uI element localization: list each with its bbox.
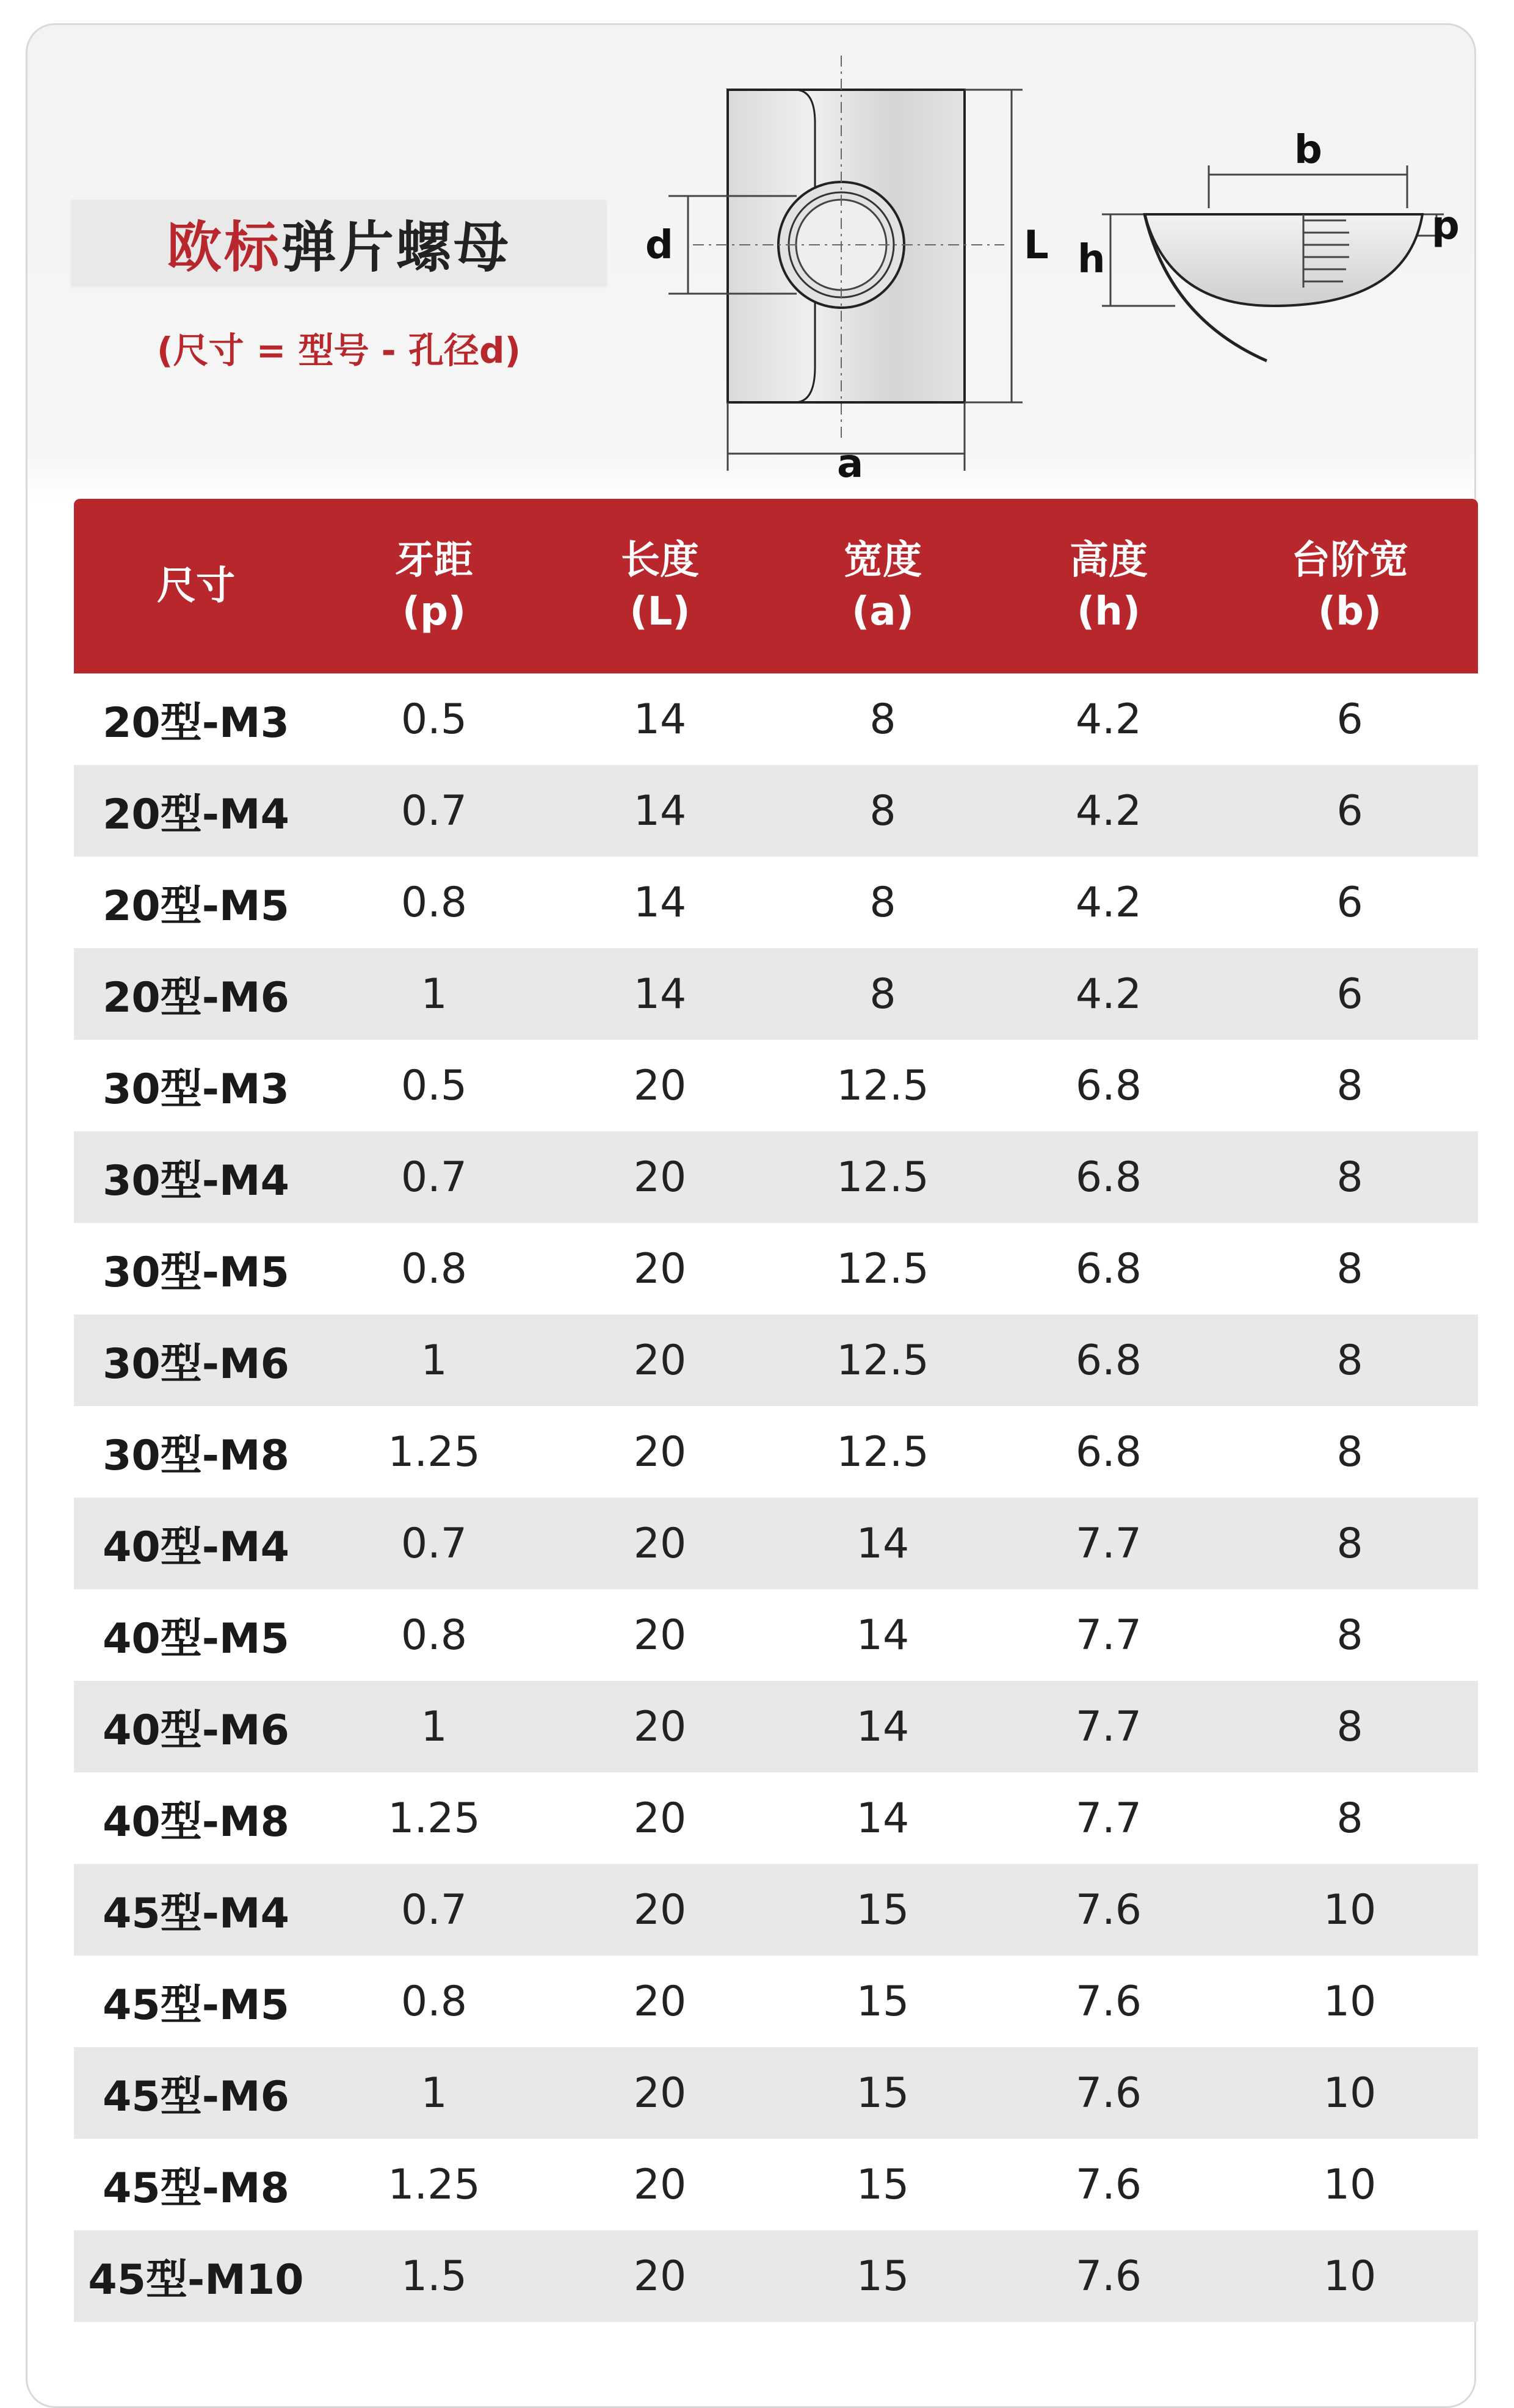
label-d: d	[645, 223, 673, 268]
nut-side-profile	[1145, 214, 1422, 361]
cell-size: 40型-M6	[74, 1681, 318, 1772]
cell-length: 20	[550, 2230, 770, 2322]
cell-height: 6.8	[996, 1315, 1222, 1406]
label-p: p	[1432, 203, 1460, 248]
cell-height: 4.2	[996, 673, 1222, 765]
cell-height: 7.6	[996, 2230, 1222, 2322]
header-size: 尺寸	[74, 499, 318, 673]
table-row	[74, 857, 1478, 948]
cell-height: 7.7	[996, 1772, 1222, 1864]
cell-length: 20	[550, 1223, 770, 1315]
cell-width: 12.5	[770, 1406, 996, 1498]
cell-width: 8	[770, 948, 996, 1040]
cell-pitch: 1.25	[318, 1406, 550, 1498]
table-row	[74, 948, 1478, 1040]
cell-height: 6.8	[996, 1040, 1222, 1131]
cell-width: 15	[770, 1956, 996, 2047]
cell-step-width: 6	[1222, 857, 1478, 948]
cell-size: 20型-M4	[74, 765, 318, 857]
title-accent: 欧标	[167, 216, 281, 280]
table-row	[74, 1406, 1478, 1498]
cell-length: 20	[550, 1589, 770, 1681]
cell-length: 20	[550, 1956, 770, 2047]
cell-size: 20型-M6	[74, 948, 318, 1040]
table-row	[74, 1498, 1478, 1589]
cell-height: 4.2	[996, 948, 1222, 1040]
cell-size: 30型-M5	[74, 1223, 318, 1315]
subtitle: (尺寸 = 型号 - 孔径d)	[157, 330, 521, 371]
title-box	[71, 200, 606, 285]
header-width: 宽度 (a)	[770, 499, 996, 673]
spec-card	[26, 23, 1476, 2408]
label-a: a	[837, 441, 864, 487]
cell-step-width: 8	[1222, 1406, 1478, 1498]
table-row	[74, 1589, 1478, 1681]
cell-width: 8	[770, 765, 996, 857]
cell-length: 20	[550, 1040, 770, 1131]
table-row	[74, 765, 1478, 857]
cell-height: 6.8	[996, 1131, 1222, 1223]
cell-width: 14	[770, 1681, 996, 1772]
cell-width: 12.5	[770, 1040, 996, 1131]
cell-size: 30型-M6	[74, 1315, 318, 1406]
table-row	[74, 1040, 1478, 1131]
table-row	[74, 2230, 1478, 2322]
cell-width: 14	[770, 1589, 996, 1681]
cell-size: 40型-M8	[74, 1772, 318, 1864]
cell-pitch: 0.5	[318, 1040, 550, 1131]
cell-length: 20	[550, 1131, 770, 1223]
cell-height: 7.7	[996, 1589, 1222, 1681]
cell-step-width: 10	[1222, 2047, 1478, 2139]
cell-size: 20型-M3	[74, 673, 318, 765]
cell-width: 8	[770, 673, 996, 765]
cell-size: 45型-M5	[74, 1956, 318, 2047]
cell-height: 7.7	[996, 1498, 1222, 1589]
table-row	[74, 1864, 1478, 1956]
cell-length: 14	[550, 765, 770, 857]
cell-step-width: 10	[1222, 2139, 1478, 2230]
cell-height: 6.8	[996, 1406, 1222, 1498]
cell-pitch: 1.5	[318, 2230, 550, 2322]
cell-size: 45型-M8	[74, 2139, 318, 2230]
label-b: b	[1294, 128, 1322, 173]
cell-length: 20	[550, 2047, 770, 2139]
cell-step-width: 8	[1222, 1223, 1478, 1315]
cell-step-width: 8	[1222, 1589, 1478, 1681]
cell-pitch: 1	[318, 1315, 550, 1406]
cell-height: 6.8	[996, 1223, 1222, 1315]
cell-pitch: 0.5	[318, 673, 550, 765]
side-view-diagram	[1078, 123, 1468, 391]
header-length: 长度 (L)	[550, 499, 770, 673]
table-row	[74, 1956, 1478, 2047]
cell-height: 7.6	[996, 2139, 1222, 2230]
cell-step-width: 8	[1222, 1772, 1478, 1864]
cell-size: 40型-M4	[74, 1498, 318, 1589]
cell-width: 12.5	[770, 1315, 996, 1406]
cell-height: 4.2	[996, 857, 1222, 948]
cell-size: 40型-M5	[74, 1589, 318, 1681]
cell-pitch: 1.25	[318, 2139, 550, 2230]
cell-pitch: 0.7	[318, 1131, 550, 1223]
cell-size: 45型-M6	[74, 2047, 318, 2139]
cell-width: 12.5	[770, 1131, 996, 1223]
cell-length: 20	[550, 2139, 770, 2230]
cell-width: 15	[770, 1864, 996, 1956]
cell-length: 20	[550, 1864, 770, 1956]
cell-width: 14	[770, 1498, 996, 1589]
label-L: L	[1024, 223, 1049, 268]
cell-height: 7.6	[996, 1864, 1222, 1956]
cell-step-width: 6	[1222, 765, 1478, 857]
table-row	[74, 1315, 1478, 1406]
table-row	[74, 1772, 1478, 1864]
cell-size: 30型-M4	[74, 1131, 318, 1223]
cell-pitch: 0.8	[318, 857, 550, 948]
cell-step-width: 8	[1222, 1040, 1478, 1131]
table-row	[74, 1681, 1478, 1772]
cell-width: 12.5	[770, 1223, 996, 1315]
cell-size: 20型-M5	[74, 857, 318, 948]
cell-step-width: 10	[1222, 2230, 1478, 2322]
cell-pitch: 1	[318, 1681, 550, 1772]
cell-length: 20	[550, 1315, 770, 1406]
cell-length: 14	[550, 673, 770, 765]
cell-length: 14	[550, 857, 770, 948]
header-height: 高度 (h)	[996, 499, 1222, 673]
cell-length: 20	[550, 1681, 770, 1772]
cell-step-width: 8	[1222, 1315, 1478, 1406]
cell-pitch: 0.7	[318, 765, 550, 857]
label-h: h	[1078, 237, 1106, 282]
cell-step-width: 8	[1222, 1498, 1478, 1589]
cell-size: 45型-M4	[74, 1864, 318, 1956]
cell-width: 15	[770, 2139, 996, 2230]
table-row	[74, 1223, 1478, 1315]
nut-front-outline	[728, 90, 965, 402]
cell-pitch: 1.25	[318, 1772, 550, 1864]
cell-height: 7.7	[996, 1681, 1222, 1772]
table-body	[74, 673, 1478, 2322]
table-header-row	[74, 499, 1478, 673]
header-pitch: 牙距 (p)	[318, 499, 550, 673]
title-text: 弹片螺母	[281, 216, 511, 280]
cell-pitch: 0.7	[318, 1498, 550, 1589]
cell-size: 45型-M10	[74, 2230, 318, 2322]
cell-pitch: 0.7	[318, 1864, 550, 1956]
cell-height: 7.6	[996, 1956, 1222, 2047]
cell-width: 8	[770, 857, 996, 948]
cell-length: 20	[550, 1772, 770, 1864]
cell-size: 30型-M8	[74, 1406, 318, 1498]
cell-height: 7.6	[996, 2047, 1222, 2139]
cell-height: 4.2	[996, 765, 1222, 857]
cell-pitch: 1	[318, 2047, 550, 2139]
cell-length: 20	[550, 1406, 770, 1498]
cell-width: 15	[770, 2230, 996, 2322]
cell-step-width: 10	[1222, 1956, 1478, 2047]
cell-step-width: 8	[1222, 1131, 1478, 1223]
table-row	[74, 1131, 1478, 1223]
header-step-width: 台阶宽 (b)	[1222, 499, 1478, 673]
cell-step-width: 10	[1222, 1864, 1478, 1956]
table-row	[74, 673, 1478, 765]
cell-size: 30型-M3	[74, 1040, 318, 1131]
cell-length: 14	[550, 948, 770, 1040]
cell-length: 20	[550, 1498, 770, 1589]
cell-pitch: 0.8	[318, 1223, 550, 1315]
table-row	[74, 2047, 1478, 2139]
cell-pitch: 1	[318, 948, 550, 1040]
cell-width: 14	[770, 1772, 996, 1864]
cell-pitch: 0.8	[318, 1956, 550, 2047]
table-row	[74, 2139, 1478, 2230]
cell-step-width: 8	[1222, 1681, 1478, 1772]
cell-pitch: 0.8	[318, 1589, 550, 1681]
cell-step-width: 6	[1222, 673, 1478, 765]
cell-width: 15	[770, 2047, 996, 2139]
spec-table	[74, 499, 1478, 2322]
front-view-diagram	[638, 49, 1053, 487]
cell-step-width: 6	[1222, 948, 1478, 1040]
